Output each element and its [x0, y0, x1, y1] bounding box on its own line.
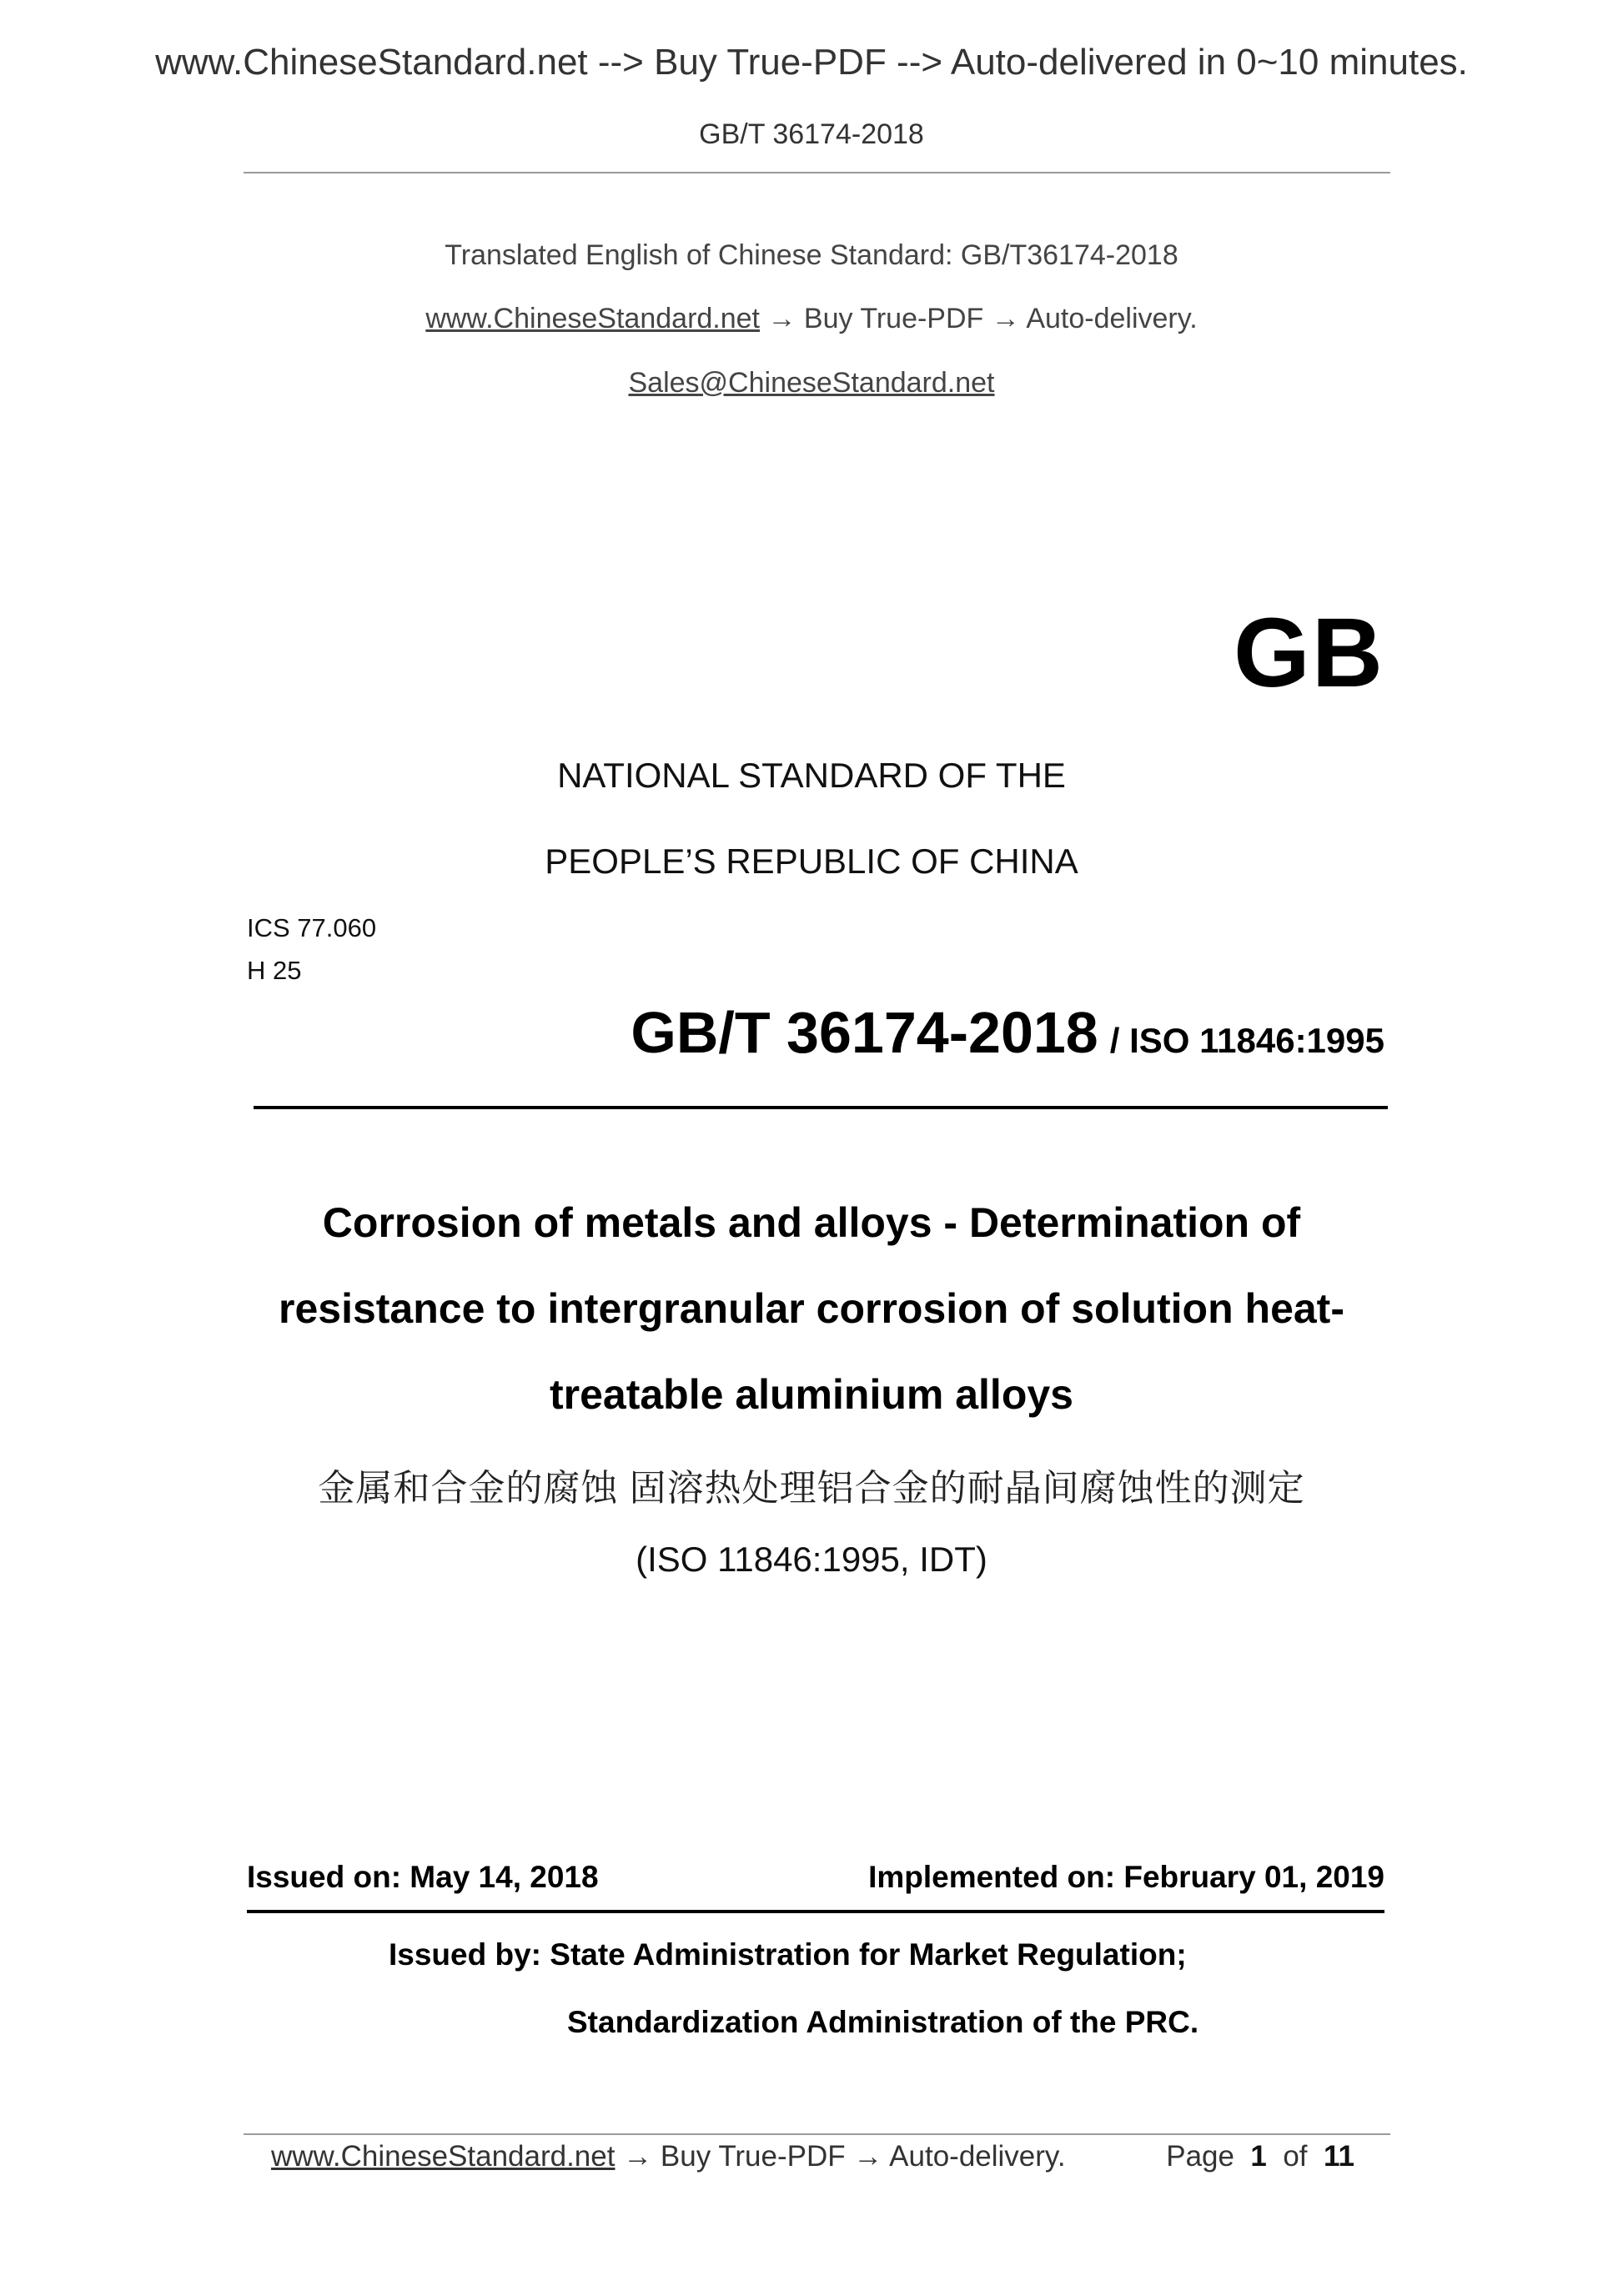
page-number: 1: [1250, 2140, 1267, 2173]
adoption-reference: / ISO 11846:1995: [1109, 1021, 1384, 1060]
footer-buy-suffix: → Buy True-PDF → Auto-delivery.: [615, 2140, 1066, 2173]
standard-number-divider: [254, 1106, 1388, 1109]
title-line-2: resistance to intergranular corrosion of solution heat-: [279, 1285, 1344, 1332]
of-label: of: [1283, 2140, 1308, 2173]
footer-site-link[interactable]: www.ChineseStandard.net: [271, 2140, 616, 2173]
national-standard-line-2: PEOPLE’S REPUBLIC OF CHINA: [545, 842, 1078, 881]
sales-email-link[interactable]: Sales@ChineseStandard.net: [628, 367, 995, 399]
idt-reference: (ISO 11846:1995, IDT): [636, 1540, 987, 1579]
sales-line: [0, 367, 1623, 399]
national-standard-line-1: NATIONAL STANDARD OF THE: [557, 756, 1066, 795]
footer-buy-line: [271, 2140, 1066, 2173]
issue-divider: [247, 1910, 1384, 1913]
title-line-3: treatable aluminium alloys: [550, 1371, 1073, 1418]
ics-code: ICS 77.060: [247, 913, 377, 942]
issued-by-line-1: Issued by: State Administration for Market Regulation;: [389, 1937, 1187, 1972]
header-divider: [244, 172, 1390, 173]
page-indicator: [1166, 2140, 1354, 2173]
standard-number-block: [631, 999, 1384, 1066]
site-link[interactable]: www.ChineseStandard.net: [425, 303, 761, 334]
top-banner: www.ChineseStandard.net --> Buy True-PDF --> Auto-delivered in 0~10 minutes.: [155, 42, 1468, 83]
buy-line: [0, 303, 1623, 335]
issued-by-line-2: Standardization Administration of the PRC.: [567, 2005, 1199, 2039]
title-line-1: Corrosion of metals and alloys - Determination of: [322, 1199, 1301, 1246]
translated-notice: Translated English of Chinese Standard: GB/T36174-2018: [445, 239, 1178, 271]
implemented-on-date: Implemented on: February 01, 2019: [868, 1860, 1384, 1894]
title-chinese: 金属和合金的腐蚀 固溶热处理铝合金的耐晶间腐蚀性的测定: [318, 1468, 1305, 1509]
buy-suffix: → Buy True-PDF → Auto-delivery.: [760, 303, 1198, 334]
gb-logo: GB: [1234, 598, 1384, 708]
page-total: 11: [1324, 2140, 1354, 2173]
issued-on-date: Issued on: May 14, 2018: [247, 1860, 599, 1894]
page-label: Page: [1166, 2140, 1234, 2173]
ccs-code: H 25: [247, 956, 302, 985]
header-standard-code: GB/T 36174-2018: [699, 118, 924, 150]
footer-divider: [244, 2133, 1390, 2135]
standard-number: GB/T 36174-2018: [631, 1000, 1098, 1065]
